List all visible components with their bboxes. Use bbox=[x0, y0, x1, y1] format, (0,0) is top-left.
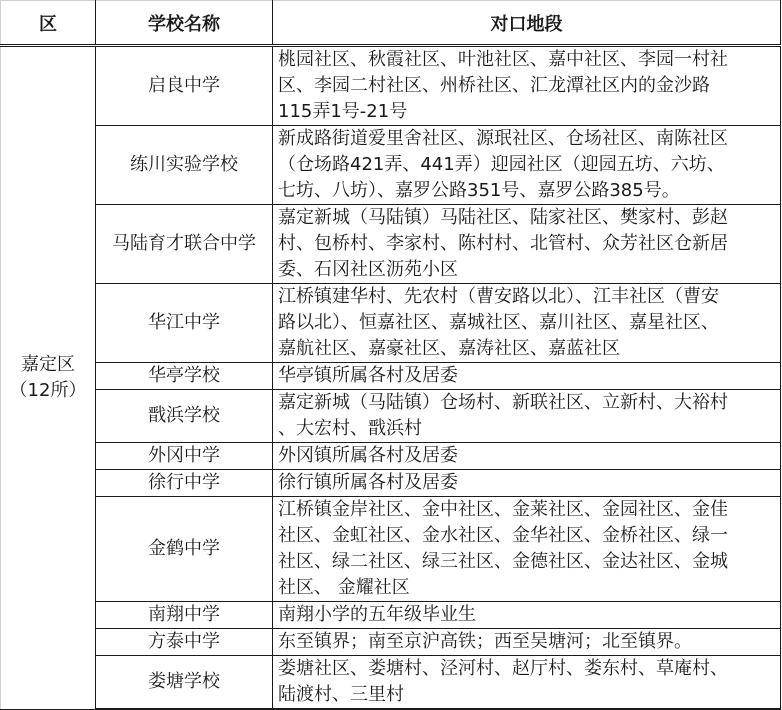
district-name: 嘉定区 bbox=[21, 353, 75, 375]
area-line: 社区、 金耀社区 bbox=[278, 577, 410, 598]
assigned-area bbox=[273, 126, 781, 205]
area-line: 外冈镇所属各村及居委 bbox=[278, 445, 458, 466]
area-line: 委、石冈社区沥苑小区 bbox=[278, 259, 458, 280]
district-cell bbox=[1, 46, 96, 710]
assigned-area bbox=[273, 284, 781, 363]
school-name: 外冈中学 bbox=[96, 443, 273, 470]
school-name: 练川实验学校 bbox=[96, 126, 273, 205]
area-line: 江桥镇建华村、先农村（曹安路以北）、江丰社区（曹安 bbox=[278, 286, 719, 307]
table-row bbox=[1, 602, 781, 629]
area-line: 嘉定新城（马陆镇）马陆社区、陆家社区、樊家村、彭赵 bbox=[278, 207, 728, 228]
area-line: 115弄1号-21号 bbox=[278, 101, 408, 122]
school-name: 娄塘学校 bbox=[96, 656, 273, 710]
area-line: 桃园社区、秋霞社区、叶池社区、嘉中社区、李园一村社 bbox=[278, 49, 728, 70]
school-name: 戬浜学校 bbox=[96, 390, 273, 443]
area-line: 江桥镇金岸社区、金中社区、金莱社区、金园社区、金佳 bbox=[278, 499, 728, 520]
assigned-area bbox=[273, 46, 781, 126]
school-name: 华江中学 bbox=[96, 284, 273, 363]
table-row bbox=[1, 46, 781, 126]
district-school-count: （12所） bbox=[9, 379, 87, 401]
assigned-area bbox=[273, 390, 781, 443]
header-assigned-area: 对口地段 bbox=[273, 1, 781, 46]
area-line: 东至镇界；南至京沪高铁；西至吴塘河；北至镇界。 bbox=[278, 631, 692, 652]
header-district: 区 bbox=[1, 1, 96, 46]
area-line: 新成路街道爱里舍社区、源珉社区、仓场社区、南陈社区 bbox=[278, 128, 728, 149]
area-line: 娄塘社区、娄塘村、泾河村、赵厅村、娄东村、草庵村、 bbox=[278, 658, 728, 679]
area-line: 陆渡村、三里村 bbox=[278, 684, 404, 705]
assigned-area bbox=[273, 629, 781, 656]
table-row bbox=[1, 497, 781, 602]
table-body bbox=[1, 46, 781, 710]
area-line: （仓场路421弄、441弄）迎园社区（迎园五坊、六坊、 bbox=[278, 154, 725, 175]
assigned-area bbox=[273, 205, 781, 284]
area-line: 村、包桥村、李家村、陈村村、北管村、众芳社区仓新居 bbox=[278, 233, 728, 254]
table-row bbox=[1, 390, 781, 443]
table-row bbox=[1, 126, 781, 205]
table-row bbox=[1, 363, 781, 390]
table-row bbox=[1, 443, 781, 470]
school-name: 徐行中学 bbox=[96, 470, 273, 497]
area-line: 社区、绿二社区、绿三社区、金德社区、金达社区、金城 bbox=[278, 551, 728, 572]
school-name: 启良中学 bbox=[96, 46, 273, 126]
assigned-area bbox=[273, 363, 781, 390]
school-name: 马陆育才联合中学 bbox=[96, 205, 273, 284]
school-name: 南翔中学 bbox=[96, 602, 273, 629]
table-row bbox=[1, 470, 781, 497]
area-line: 、大宏村、戬浜村 bbox=[278, 418, 422, 439]
table-row bbox=[1, 205, 781, 284]
assigned-area bbox=[273, 656, 781, 710]
table-row bbox=[1, 629, 781, 656]
table-row bbox=[1, 656, 781, 710]
area-line: 七坊、八坊）、嘉罗公路351号、嘉罗公路385号。 bbox=[278, 180, 680, 201]
assigned-area bbox=[273, 470, 781, 497]
assigned-area bbox=[273, 602, 781, 629]
area-line: 社区、金虹社区、金水社区、金华社区、金桥社区、绿一 bbox=[278, 525, 728, 546]
area-line: 华亭镇所属各村及居委 bbox=[278, 365, 458, 386]
table-header-row bbox=[1, 1, 781, 46]
school-name: 金鹤中学 bbox=[96, 497, 273, 602]
school-name: 方泰中学 bbox=[96, 629, 273, 656]
area-line: 徐行镇所属各村及居委 bbox=[278, 472, 458, 493]
assigned-area bbox=[273, 497, 781, 602]
area-line: 路以北）、恒嘉社区、嘉城社区、嘉川社区、嘉星社区、 bbox=[278, 312, 719, 333]
area-line: 嘉定新城（马陆镇）仓场村、新联社区、立新村、大裕村 bbox=[278, 392, 728, 413]
school-name: 华亭学校 bbox=[96, 363, 273, 390]
header-school-name: 学校名称 bbox=[96, 1, 273, 46]
area-line: 南翔小学的五年级毕业生 bbox=[278, 604, 476, 625]
area-line: 区、李园二村社区、州桥社区、汇龙潭社区内的金沙路 bbox=[278, 75, 710, 96]
assigned-area bbox=[273, 443, 781, 470]
area-line: 嘉航社区、嘉豪社区、嘉涛社区、嘉蓝社区 bbox=[278, 338, 620, 359]
table-row bbox=[1, 284, 781, 363]
